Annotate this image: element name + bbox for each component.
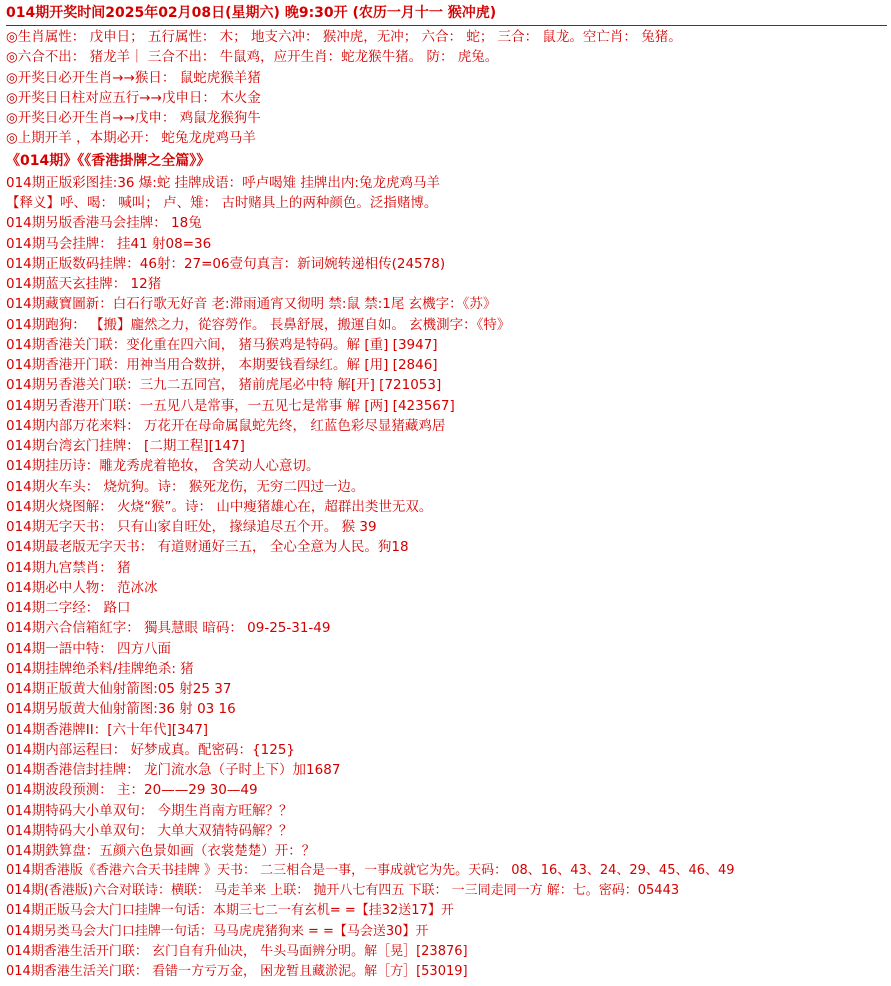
attribute-line: ◎开奖日日柱对应五行→→戊申日： 木火金 [6,89,261,106]
body-line: 014期香港信封挂牌： 龙门流水急（子时上下）加1687 [6,762,341,779]
body-line: 014期正版黄大仙射箭图:05 射25 37 [6,681,232,698]
body-line: 014期最老版无字天书： 有道财通好三五， 全心全意为人民。狗18 [6,539,409,556]
body-line: 014期马会挂牌： 挂41 射08=36 [6,235,212,252]
tail-block [6,861,887,982]
tail-line: 014期正版马会大门口挂牌一句话：本期三七二一有玄机= =【挂32送17】开 [6,903,454,919]
body-line: 014期内部万花来料： 万花开在母命属鼠蛇先终， 红蓝色彩尽显猪藏鸡居 [6,417,446,434]
tail-line: 014期香港版《香港六合天书挂牌 》天书： 二三相合是一事，一事成就它为先。天码： 08、16、43、24、29、45、46、49 [6,863,735,879]
body-line: 014期正版数码挂牌：46射：27=06壹句真言：新词婉转递相传(24578) [6,255,446,272]
body-line: 014期二字经： 路口 [6,600,131,617]
attribute-line: ◎生肖属性： 戊申日； 五行属性： 木； 地支六冲： 猴冲虎，无冲； 六合： 蛇； 三合： 鼠龙。空亡肖： 兔猪。 [6,29,682,45]
body-line: 014期必中人物： 范冰冰 [6,579,158,596]
attributes-block [6,27,887,149]
tail-line: 014期另类马会大门口挂牌一句话：马马虎虎猪狗来 = =【马会送30】开 [6,923,429,939]
body-line: 014期藏寶圖新：白石行歌无好音 老:滞雨通宵又彻明 禁:鼠 禁:1尾 玄機字：《苏》 [6,296,497,313]
body-line: 014期跑狗： 【搬】龐然之力，從容勞作。 長鼻舒展，搬運自如。 玄機測字：《特》 [6,316,511,333]
body-line: 【释义】呼、喝： 喊叫； 卢、雉： 古时赌具上的两种颜色。泛指赌博。 [6,195,438,212]
body-line: 014期香港牌II：[六十年代][347] [6,721,209,738]
attribute-line: ◎上期开羊 ，本期必开： 蛇兔龙虎鸡马羊 [6,130,256,147]
body-line: 014期挂牌绝杀料/挂牌绝杀: 猪 [6,660,194,677]
body-block [6,173,887,862]
body-line: 014期另版黄大仙射箭图:36 射 03 16 [6,701,236,718]
body-line: 014期台湾玄门挂牌： [二期工程][147] [6,438,245,455]
draw-time-header: 014期开奖时间2025年02月08日(星期六) 晚9:30开 (农历一月十一 猴冲虎) [6,3,887,26]
attribute-line: ◎六合不出： 猪龙羊｜ 三合不出： 牛鼠鸡，应开生肖：蛇龙猴牛猪。 防： 虎兔。 [6,49,499,66]
body-line: 014期无字天书： 只有山家自旺处， 掾绿追尽五个开。 猴 39 [6,519,377,536]
body-line: 014期挂历诗：雕龙秀虎着艳妆， 含笑动人心意切。 [6,458,320,475]
body-line: 014期一語中特： 四方八面 [6,640,172,657]
body-line: 014期特码大小单双句： 今期生肖南方旺解？？ [6,802,293,819]
body-line: 014期鉄算盘：五颜六色景如画（衣裳楚楚）开：？ [6,843,316,860]
body-line: 014期六合信箱紅字： 獨具慧眼 暗码： 09-25-31-49 [6,620,331,637]
body-line: 014期香港关门联：变化重在四六间， 猪马猴鸡是特码。解 [重] [3947] [6,336,438,353]
body-line: 014期九宫禁肖： 猪 [6,559,131,576]
body-line: 014期香港开门联：用神当用合数拼， 本期要钱看绿红。解 [用] [2846] [6,357,438,374]
tail-line: 014期香港生活关门联： 看错一方亏万金， 困龙暂且藏淤泥。解［方］[53019] [6,963,468,979]
attribute-line: ◎开奖日必开生肖→→猴日： 鼠蛇虎猴羊猪 [6,69,261,86]
tail-line: 014期香港生活开门联： 玄门自有升仙决， 牛头马面辨分明。解［晃］[23876] [6,943,468,959]
body-line: 014期蓝天玄挂牌： 12猪 [6,276,162,293]
body-line: 014期另香港开门联：一五见八是常事，一五见七是常事 解 [两] [423567] [6,397,455,414]
body-line: 014期另香港关门联：三九二五同宫， 猪前虎尾必中特 解[开] [721053] [6,377,442,394]
body-line: 014期另版香港马会挂牌： 18兔 [6,215,202,232]
attribute-line: ◎开奖日必开生肖→→戊申： 鸡鼠龙猴狗牛 [6,110,261,127]
body-line: 014期正版彩图挂:36 爆:蛇 挂牌成语：呼卢喝雉 挂牌出内:兔龙虎鸡马羊 [6,174,440,191]
body-line: 014期内部运程曰： 好梦成真。配密码：{125} [6,741,296,758]
body-line: 014期火车头： 烧炕狗。诗： 猴死龙伤，无穷二四过一边。 [6,478,365,495]
body-line: 014期特码大小单双句： 大单大双猜特码解？？ [6,822,293,839]
body-line: 014期波段预测： 主：20——29 30—49 [6,782,258,799]
body-line: 014期火烧图解： 火烧“猴”。诗： 山中瘦猪雄心在，超群出类世无双。 [6,498,433,515]
main-title: 《014期》《《香港掛牌之全篇》》 [6,152,211,169]
tail-line: 014期(香港版)六合对联诗：横联： 马走羊来 上联： 抛开八七有四五 下联： 一三同走同一方 解：七。密码：05443 [6,883,680,899]
